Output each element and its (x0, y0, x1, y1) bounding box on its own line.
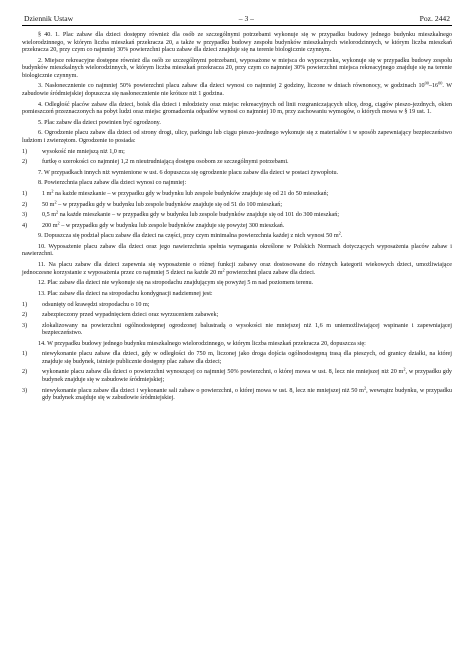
paragraph: 11. Na placu zabaw dla dzieci zapewnia się wyposażenie o różnej funkcji zabawy oraz dostosowane do różnych kategorii wiekowych dzieci, umożliwiające jednoczesne korzystanie z wyposażenia przez co najmniej 5 dzieci na każde 20 $m^2$ powierzchni placu zabaw dla dzieci. (22, 262, 452, 276)
paragraph: § 40. 1. Plac zabaw dla dzieci dostępny również dla osób ze szczególnymi potrzebami wykonuje się w przypadku budowy jednego budynku mieszkalnego wielorodzinnego, w którym liczba mieszkań przekracza 20, a także w przypadku budowy zespołu budynków mieszkalnych wielorodzinnych, w którym liczba mieszkań przekracza 20, przy czym co najmniej 30% powierzchni placu zabaw dla dzieci znajduje się na terenie biologicznie czynnym. (22, 32, 452, 54)
list-item-number: 1) (22, 148, 28, 155)
list-item-number: 2) (22, 369, 28, 376)
list-item (22, 366, 452, 384)
paragraph: 7. W przypadkach innych niż wymienione w ust. 6 dopuszcza się ogrodzenie placu zabaw dla dzieci w postaci żywopłotu. (38, 169, 339, 176)
list-item-text: odsunięty od krawędzi stropodachu o 10 m; (42, 301, 150, 308)
list-item-text: zabezpieczony przed wypadnięciem dzieci oraz wyrzuceniem zabawek; (42, 312, 219, 319)
header-rule (22, 25, 452, 26)
document-body (22, 32, 452, 403)
page-header (22, 14, 452, 25)
list-item-number: 2) (22, 312, 28, 319)
list-item-text: wykonanie placu zabaw dla dzieci o powierzchni wynoszącej co najmniej 50% powierzchni, o której mowa w ust. 8, lecz nie mniejszej niż 20 $m^2$, w przypadku gdy budynek znajduje się w zabudowie śródmiejskiej; (42, 366, 452, 383)
paragraph: 10. Wyposażenie placu zabaw dla dzieci oraz jego nawierzchnia spełnia wymagania określone w Polskich Normach dotyczących wyposażenia placów zabaw i nawierzchni. (22, 243, 452, 258)
list-item-number: 3) (22, 322, 28, 329)
list-item-number: 1) (22, 191, 28, 198)
list-item-text: 200 $m^2$ – w przypadku gdy w budynku lub zespole budynków znajduje się powyżej 300 mieszkań. (42, 220, 285, 229)
list-item-text: wysokość nie mniejszą niż 1,0 m; (42, 148, 125, 155)
list-item-text: furtkę o szerokości co najmniej 1,2 m nieutrudniającą dostępu osobom ze szczególnymi potrzebami. (42, 159, 289, 166)
list-item (22, 220, 452, 231)
list-item (22, 209, 452, 220)
list-item-number: 1) (22, 301, 28, 308)
list-item-number: 1) (22, 351, 28, 358)
page-number: – 3 – (238, 14, 254, 23)
list-item (22, 149, 452, 157)
paragraph: 13. Plac zabaw dla dzieci na stropodachu kondygnacji nadziemnej jest: (38, 290, 213, 297)
list-item-number: 2) (22, 201, 28, 208)
paragraph: 14. W przypadku budowy jednego budynku mieszkalnego wielorodzinnego, w którym liczba mieszkań przekracza 20, dopuszcza się: (38, 340, 366, 347)
paragraph: 12. Plac zabaw dla dzieci nie wykonuje się na stropodachu znajdującym się powyżej 5 m nad poziomem terenu. (38, 280, 314, 287)
paragraph: 5. Plac zabaw dla dzieci powinien być ogrodzony. (38, 119, 161, 126)
list-item-number: 4) (22, 222, 28, 229)
paragraph: 9. Dopuszcza się podział placu zabaw dla dzieci na części, przy czym minimalna powierzchnia każdej z nich wynosi 50 $m^2$. (38, 230, 343, 240)
list-item-text: 1 $m^2$ na każde mieszkanie – w przypadku gdy w budynku lub zespole budynków znajduje się od 21 do 50 mieszkań; (42, 188, 329, 198)
list-item-text: niewykonanie placu zabaw dla dzieci i wykonanie sali zabaw o powierzchni, o której mowa w ust. 8, lecz nie mniejszej niż 50 $m^2$, wewnątrz budynku, w przypadku gdy budynek znajduje się w zabudowie śródmiejskiej. (42, 384, 452, 402)
list-item-text: niewykonanie placu zabaw dla dzieci, gdy w odległości do 750 m, liczonej jako droga dojścia ogólnodostępną trasą dla pieszych, od granicy działki, na której znajduje się budynek, istnieje publicznie dostępny plac zabaw dla dzieci; (42, 351, 452, 365)
position-number: Poz. 2442 (419, 14, 450, 23)
list-item-number: 3) (22, 387, 28, 394)
paragraph: 3. Nasłonecznienie co najmniej 50% powierzchni placu zabaw dla dzieci wynosi co najmniej 2 godziny, liczone w dniach równonocy, w godzinach $10^{00}-16^{00}$. W zabudowie śródmiejskiej dopuszcza się nasłonecznienie nie krótsze niż 1 godzina. (22, 80, 452, 98)
list-item-number: 3) (22, 212, 28, 219)
list-item-number: 2) (22, 159, 28, 166)
paragraph: 4. Odległość placów zabaw dla dzieci, boisk dla dzieci i młodzieży oraz miejsc rekreacyjnych od linii rozgraniczających ulicę, drog, ciągów pieszo-jezdnych, okien pomieszczeń przeznaczonych na pobyt ludzi oraz miejsc gromadzenia odpadów wynosi co najmniej 10 m, przy zachowaniu wymogów, o których mowa w § 19 ust. 1. (22, 101, 452, 116)
list-item (22, 302, 452, 310)
list-item-text: zlokalizowany na powierzchni ogólnodostępnej ogrodzonej balustradą o wysokości nie mniejszej niż 1,6 m uniemożliwiającej wspinanie i zapewniającej bezpieczeństwo. (42, 322, 452, 337)
list-item (22, 351, 452, 366)
paragraph: 2. Miejsce rekreacyjne dostępne również dla osób ze szczególnymi potrzebami, wyposażone w miejsca do wypoczynku, wykonuje się w przypadku budowy zespołu budynków mieszkalnych wielorodzinnych, w którym liczba mieszkań przekracza 20, przy czym co najmniej 30% powierzchni miejsca rekreacyjnego znajduje się na terenie biologicznie czynnym. (22, 57, 452, 79)
list-item (22, 159, 452, 167)
paragraph: 6. Ogrodzenie placu zabaw dla dzieci od strony drogi, ulicy, parkingu lub ciągu pieszo-jezdnego wykonuje się z materiałów i w sposób zapewniający bezpieczeństwo ludziom i zwierzętom. Ogrodzenie to posiada: (22, 130, 452, 145)
list-item (22, 312, 452, 320)
list-item-text: 0,5 $m^2$ na każde mieszkanie – w przypadku gdy w budynku lub zespole budynków znajduje się od 101 do 300 mieszkań; (42, 209, 340, 219)
list-item (22, 384, 452, 403)
list-item (22, 199, 452, 210)
journal-title: Dziennik Ustaw (24, 14, 74, 23)
paragraph: 8. Powierzchnia placu zabaw dla dzieci wynosi co najmniej: (38, 180, 187, 187)
list-item-text: 50 $m^2$ – w przypadku gdy w budynku lub zespole budynków znajduje się od 51 do 100 mieszkań; (42, 199, 283, 208)
list-item (22, 188, 452, 199)
list-item (22, 323, 452, 338)
